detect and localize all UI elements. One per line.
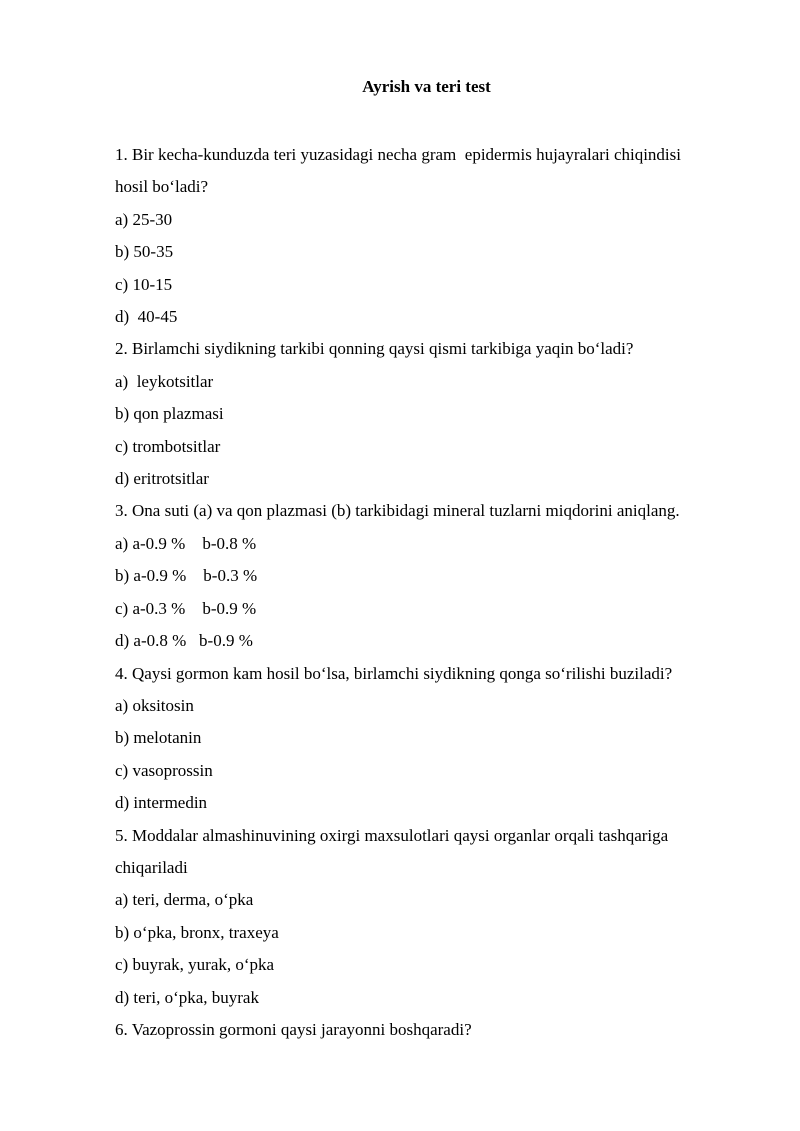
answer-option-d: d) intermedin [115,793,208,813]
question-text: 2. Birlamchi siydikning tarkibi qonning qaysi qismi tarkibiga yaqin bo‘ladi? [115,339,634,359]
question-text: 3. Ona suti (a) va qon plazmasi (b) tarkibidagi mineral tuzlarni miqdorini aniqlang. [115,501,680,521]
answer-option-c: c) a-0.3 % b-0.9 % [115,598,257,618]
answer-option-c: c) 10-15 [115,274,173,294]
question-text-continued: chiqariladi [115,857,188,877]
answer-option-a: a) oksitosin [115,695,194,715]
answer-option-b: b) a-0.9 % b-0.3 % [115,566,258,586]
document-title: Ayrish va teri test [362,77,491,96]
answer-option-c: c) vasoprossin [115,760,213,780]
answer-option-c: c) buyrak, yurak, o‘pka [115,955,275,975]
answer-option-b: b) 50-35 [115,242,174,262]
question-5 [115,820,740,1014]
question-text: 5. Moddalar almashinuvining oxirgi maxsulotlari qaysi organlar orqali tashqariga [115,825,669,845]
question-1 [115,139,740,333]
question-4 [115,658,740,820]
answer-option-a: a) teri, derma, o‘pka [115,890,254,910]
answer-option-d: d) 40-45 [115,307,178,327]
answer-option-d: d) eritrotsitlar [115,469,209,489]
answer-option-c: c) trombotsitlar [115,436,221,456]
question-text-continued: hosil bo‘ladi? [115,177,209,197]
answer-option-b: b) o‘pka, bronx, traxeya [115,922,279,942]
answer-option-d: d) teri, o‘pka, buyrak [115,987,259,1007]
question-text: 6. Vazoprossin gormoni qaysi jarayonni boshqaradi? [115,1019,472,1039]
question-text: 1. Bir kecha-kunduzda teri yuzasidagi necha gram epidermis hujayralari chiqindisi [115,145,681,164]
question-6 [115,1014,740,1046]
question-text: 4. Qaysi gormon kam hosil bo‘lsa, birlamchi siydikning qonga so‘rilishi buziladi? [115,663,673,683]
question-2 [115,333,740,495]
answer-option-a: a) a-0.9 % b-0.8 % [115,533,257,553]
answer-option-a: a) 25-30 [115,209,173,229]
answer-option-a: a) leykotsitlar [115,371,214,391]
question-3 [115,495,740,657]
answer-option-b: b) qon plazmasi [115,404,224,424]
answer-option-b: b) melotanin [115,728,202,748]
answer-option-d: d) a-0.8 % b-0.9 % [115,631,253,651]
